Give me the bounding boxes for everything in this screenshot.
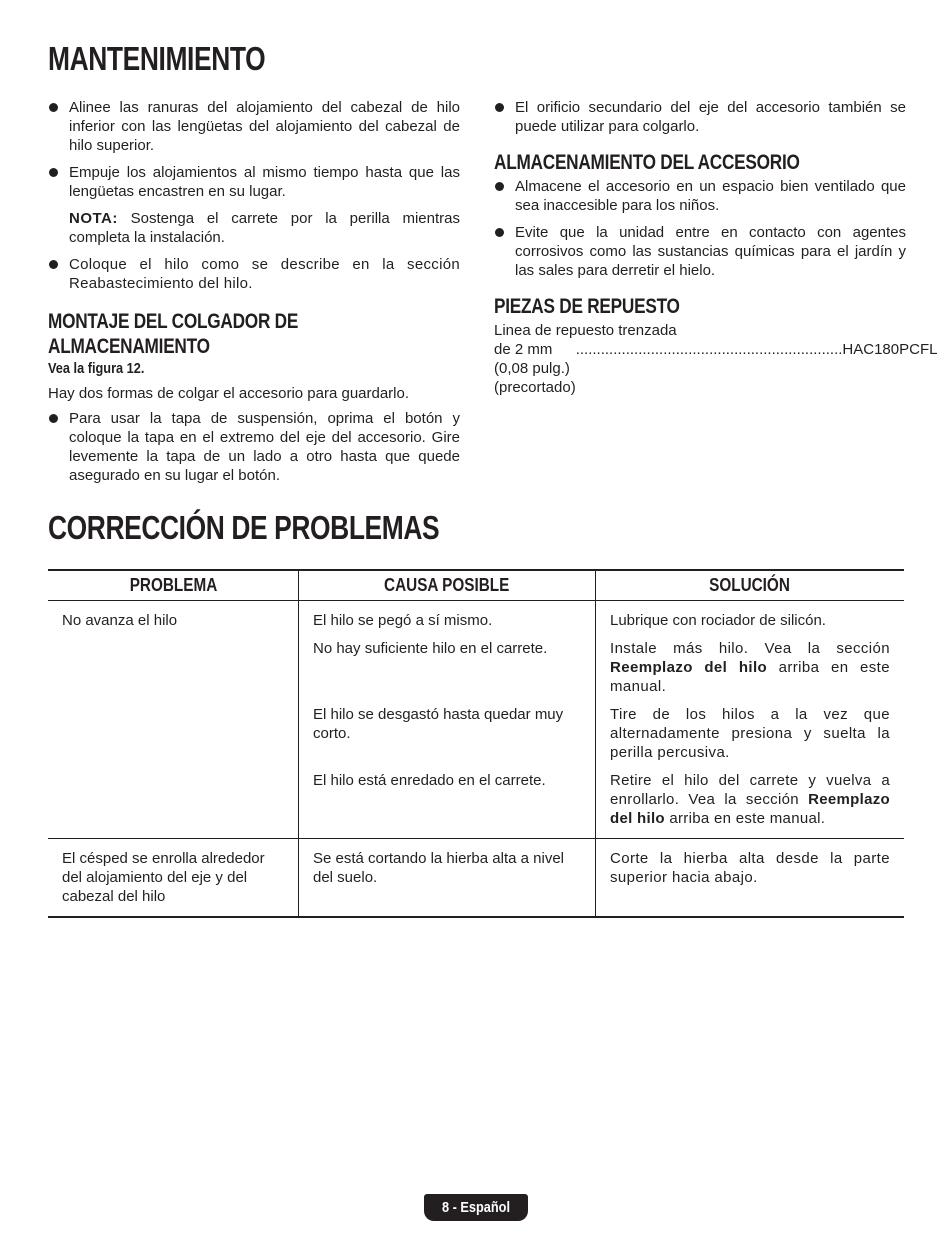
solution-cell	[596, 601, 905, 839]
page-number: 8 - Español	[441, 1199, 511, 1216]
part-size: de 2 mm (0,08 pulg.) (precortado)	[494, 341, 576, 396]
problem-cell: No avanza el hilo	[48, 601, 299, 839]
figure-reference: Vea la figura 12.	[48, 360, 145, 377]
list-item: El orificio secundario del eje del accesorio también se puede utilizar para colgarlo.	[494, 98, 906, 136]
troubleshooting-table	[48, 569, 904, 918]
list-item: Almacene el accesorio en un espacio bien ventilado que sea inaccesible para los niños.	[494, 177, 906, 215]
paragraph: Hay dos formas de colgar el accesorio para guardarlo.	[48, 385, 410, 402]
problem-cell: El césped se enrolla alrededor del alojamiento del eje y del cabezal del hilo	[48, 839, 299, 918]
section-title-piezas: PIEZAS DE REPUESTO	[494, 295, 680, 318]
cause-item: El hilo está enredado en el carrete.	[313, 772, 546, 789]
solution-item: Instale más hilo. Vea la sección Reemplazo del hilo arriba en este manual.	[610, 640, 890, 695]
note	[48, 209, 460, 247]
part-description: Linea de repuesto trenzada	[494, 322, 677, 339]
solution-item: Tire de los hilos a la vez que alternadamente presiona y suelta la perilla percusiva.	[610, 706, 890, 761]
list-item: Para usar la tapa de suspensión, oprima el botón y coloque la tapa en el extremo del eje del accesorio. Gire levemente la tapa de un lado a otro hasta que quede asegurado en su lugar el botón.	[48, 409, 460, 485]
table-header-row	[48, 570, 904, 601]
cause-item: El hilo se pegó a sí mismo.	[313, 612, 493, 629]
table-row	[48, 601, 904, 839]
solution-item: Retire el hilo del carrete y vuelva a enrollarlo. Vea la sección Reemplazo del hilo arriba en este manual.	[610, 772, 890, 827]
mantenimiento-left-column	[48, 98, 460, 493]
list-item: Empuje los alojamientos al mismo tiempo hasta que las lengüetas encastren en su lugar.	[48, 163, 460, 201]
solution-cell: Corte la hierba alta desde la parte superior hacia abajo.	[596, 839, 905, 918]
note-label: NOTA:	[69, 210, 118, 227]
mantenimiento-right-column	[494, 98, 938, 397]
table-row	[48, 839, 904, 918]
section-title-colgador-line1: MONTAJE DEL COLGADOR DE	[48, 310, 299, 333]
cause-cell	[299, 601, 596, 839]
list-item: Alinee las ranuras del alojamiento del cabezal de hilo inferior con las lengüetas del alojamiento del cabezal de hilo superior.	[48, 98, 460, 155]
section-title-almacenamiento: ALMACENAMIENTO DEL ACCESORIO	[494, 151, 800, 174]
solution-item: Lubrique con rociador de silicón.	[610, 612, 826, 629]
part-number: HAC180PCFL	[842, 341, 938, 358]
cause-item: El hilo se desgastó hasta quedar muy corto.	[313, 706, 564, 742]
page-number-badge	[424, 1194, 528, 1221]
section-title-colgador-line2: ALMACENAMIENTO	[48, 335, 210, 358]
cause-item: No hay suficiente hilo en el carrete.	[313, 640, 548, 657]
list-item: Coloque el hilo como se describe en la sección Reabastecimiento del hilo.	[48, 255, 460, 293]
note-text: Sostenga el carrete por la perilla mientras completa la instalación.	[69, 210, 460, 246]
section-title-mantenimiento: MANTENIMIENTO	[48, 40, 266, 77]
list-item: Evite que la unidad entre en contacto con agentes corrosivos como las sustancias químicas para el jardín y las sales para derretir el hielo.	[494, 223, 906, 280]
cause-cell: Se está cortando la hierba alta a nivel del suelo.	[299, 839, 596, 918]
column-header-problema: PROBLEMA	[48, 570, 299, 601]
part-leader-dots: ................................................................	[575, 341, 843, 358]
part-line	[494, 340, 938, 397]
section-title-correccion: CORRECCIÓN DE PROBLEMAS	[48, 509, 440, 546]
column-header-causa: CAUSA POSIBLE	[299, 570, 596, 601]
column-header-solucion: SOLUCIÓN	[596, 570, 905, 601]
